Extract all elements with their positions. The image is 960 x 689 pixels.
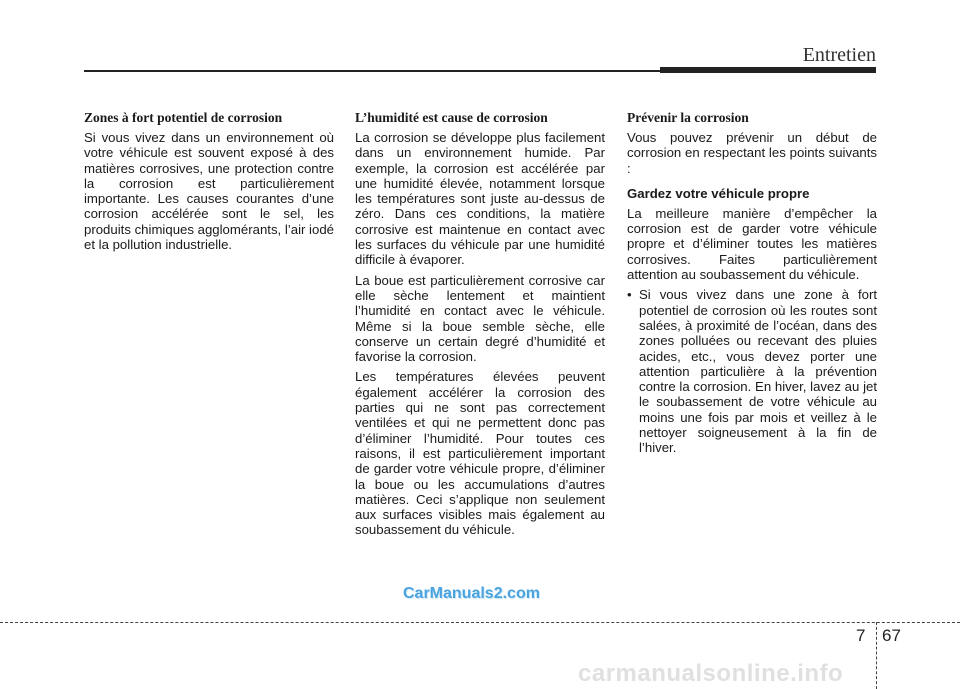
- page-number: 67: [882, 626, 901, 645]
- chapter-number: 7: [856, 626, 866, 645]
- heading-humidity: L’humidité est cause de corrosion: [355, 110, 548, 125]
- bullet-text: Si vous vivez dans une zone à fort potentiel de corrosion où les routes sont salées, à proximité de l’océan, dans des zones polluées ou recevant des pluies acides, etc., vous devez porter une attention particulière à la prévention contre la corrosion. En hiver, lavez au jet le soubassement de votre véhicule au moins une fois par mois et veillez à le nettoyer soigneusement à la fin de l’hiver.: [639, 287, 877, 456]
- header-rule-thin: [84, 70, 664, 72]
- subheading-keep-clean: Gardez votre véhicule propre: [627, 185, 810, 201]
- paragraph-humidity-1: La corrosion se développe plus facilement dans un environnement humide. Par exemple, la corrosion est accélérée par une humidité élevée, notamment lorsque les températures sont juste au-dessus de zéro. Dans ces conditions, la matière corrosive est maintenue en contact avec les surfaces du véhicule par une humidité difficile à évaporer.: [355, 130, 605, 268]
- list-item: [627, 287, 877, 455]
- paragraph-prevention-intro: Vous pouvez prévenir un début de corrosion en respectant les points suivants :: [627, 130, 877, 176]
- watermark-carmanualsonline: carmanualsonline.info: [578, 660, 844, 687]
- bullet-icon: •: [627, 287, 632, 303]
- paragraph-humidity-3: Les températures élevées peuvent également accélérer la corrosion des parties qui ne sont pas correctement ventilées et qui ne permettent donc pas d’éliminer l’humidité. Pour toutes ces raisons, il est particulièrement important de garder votre véhicule propre, d’éliminer la boue ou les accumulations d’autres matières. Ceci s’applique non seulement aux surfaces visibles mais également au soubassement du véhicule.: [355, 369, 605, 538]
- heading-corrosion-zones: Zones à fort potentiel de corrosion: [84, 110, 283, 125]
- paragraph-humidity-2: La boue est particulièrement corrosive car elle sèche lentement et maintient l’humidité en contact avec le véhicule. Même si la boue semble sèche, elle conserve un certain degré d’humidité et favorise la corrosion.: [355, 272, 605, 365]
- column-prevention: [627, 110, 877, 456]
- heading-prevention: Prévenir la corrosion: [627, 110, 749, 125]
- paragraph-corrosion-zones: Si vous vivez dans un environnement où votre véhicule est souvent exposé à des matières corrosives, une protection contre la corrosion est particulièrement importante. Les causes courantes d’une corrosion accélérée sont le sel, les produits chimiques agglomérants, l’air iodé et la pollution industrielle.: [84, 130, 334, 253]
- watermark-carmanuals2[interactable]: CarManuals2.com: [403, 585, 540, 602]
- column-corrosion-zones: [84, 110, 334, 257]
- paragraph-keep-clean: La meilleure manière d’empêcher la corrosion est de garder votre véhicule propre et d’éliminer toutes les matières corrosives. Faites particulièrement attention au soubassement du véhicule.: [627, 205, 877, 283]
- section-title: Entretien: [802, 44, 876, 66]
- header-rule-thick: [660, 67, 876, 73]
- footer-vertical-rule: [876, 622, 877, 689]
- footer-rule: [0, 622, 960, 623]
- bullet-list: [627, 287, 877, 455]
- column-humidity: [355, 110, 605, 543]
